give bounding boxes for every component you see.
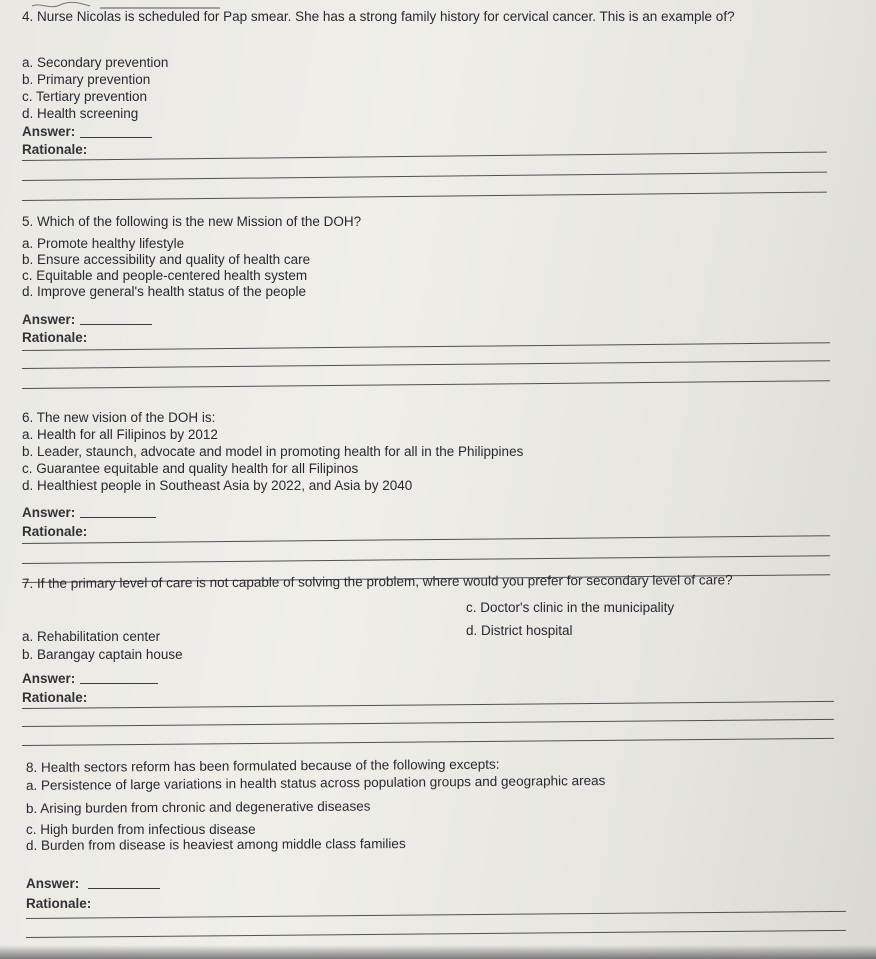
question-4-stem: 4. Nurse Nicolas is scheduled for Pap smear. She has a strong family history for cervical cancer. This is an example of? <box>22 9 735 24</box>
question-6-option-b: b. Leader, staunch, advocate and model in promoting health for all in the Philippines <box>22 444 524 459</box>
question-5-stem: 5. Which of the following is the new Mission of the DOH? <box>22 214 362 229</box>
question-8-option-a: a. Persistence of large variations in health status across population groups and geographic areas <box>25 772 606 793</box>
question-5-option-b: b. Ensure accessibility and quality of health care <box>22 252 311 267</box>
question-8-rationale-label: Rationale: <box>26 896 92 911</box>
question-7-option-c: c. Doctor's clinic in the municipality <box>466 600 675 615</box>
question-8-option-c: c. High burden from infectious disease <box>26 822 256 837</box>
question-4-option-c: c. Tertiary prevention <box>22 89 148 104</box>
question-5-answer-blank[interactable] <box>80 324 152 325</box>
question-6-option-c: c. Guarantee equitable and quality health for all Filipinos <box>22 461 359 476</box>
question-5-answer-label: Answer: <box>22 312 76 327</box>
question-5-option-a: a. Promote healthy lifestyle <box>22 236 185 251</box>
question-5-rationale-label: Rationale: <box>22 330 88 345</box>
question-5-option-d: d. Improve general's health status of the people <box>22 284 307 299</box>
question-7-option-a: a. Rehabilitation center <box>22 629 161 644</box>
question-4-answer-label: Answer: <box>22 124 76 139</box>
question-7-rationale-line-3[interactable] <box>22 738 834 746</box>
question-4-rationale-label: Rationale: <box>22 142 88 157</box>
page-bottom-shadow <box>0 945 876 959</box>
question-6-answer-label: Answer: <box>22 505 76 520</box>
question-7-answer-label: Answer: <box>22 671 76 686</box>
question-7-answer-blank[interactable] <box>80 683 158 684</box>
question-7-rationale-line-2[interactable] <box>22 719 834 727</box>
question-4-option-b: b. Primary prevention <box>22 72 151 87</box>
question-6-option-a: a. Health for all Filipinos by 2012 <box>22 427 218 442</box>
question-4-rationale-line-3[interactable] <box>22 192 827 201</box>
question-7-stem: 7. If the primary level of care is not capable of solving the problem, where would you prefer for secondary level of care? <box>21 572 733 591</box>
question-6-stem: 6. The new vision of the DOH is: <box>22 410 216 425</box>
question-7-rationale-label: Rationale: <box>22 690 88 705</box>
question-4-option-a: a. Secondary prevention <box>22 55 169 70</box>
question-4-rationale-line-2[interactable] <box>22 172 827 181</box>
question-8-option-b: b. Arising burden from chronic and degenerative diseases <box>25 798 371 816</box>
question-7-rationale-line-1[interactable] <box>22 701 834 709</box>
question-8-rationale-line-1[interactable] <box>26 911 846 919</box>
question-4-rationale-line-1[interactable] <box>22 152 827 161</box>
question-6-rationale-label: Rationale: <box>22 524 88 539</box>
question-6-option-d: d. Healthiest people in Southeast Asia by 2022, and Asia by 2040 <box>22 478 413 493</box>
question-5-rationale-line-3[interactable] <box>22 380 830 389</box>
question-7-option-d: d. District hospital <box>466 623 573 638</box>
question-6-rationale-line-2[interactable] <box>22 555 830 564</box>
question-6-rationale-line-1[interactable] <box>22 535 830 544</box>
question-5-rationale-line-1[interactable] <box>22 342 830 351</box>
question-8-stem: 8. Health sectors reform has been formulated because of the following excepts: <box>25 756 500 775</box>
question-5-rationale-line-2[interactable] <box>22 360 830 369</box>
question-8-option-d: d. Burden from disease is heaviest among middle class families <box>25 836 406 853</box>
question-8-answer-blank[interactable] <box>88 888 160 889</box>
question-4-answer-blank[interactable] <box>80 137 152 138</box>
question-5-option-c: c. Equitable and people-centered health system <box>22 268 308 283</box>
question-8-rationale-line-2[interactable] <box>26 930 846 938</box>
question-8-answer-label: Answer: <box>26 876 80 891</box>
question-7-option-b: b. Barangay captain house <box>22 647 183 662</box>
question-6-answer-blank[interactable] <box>80 517 156 518</box>
question-4-option-d: d. Health screening <box>22 106 139 121</box>
